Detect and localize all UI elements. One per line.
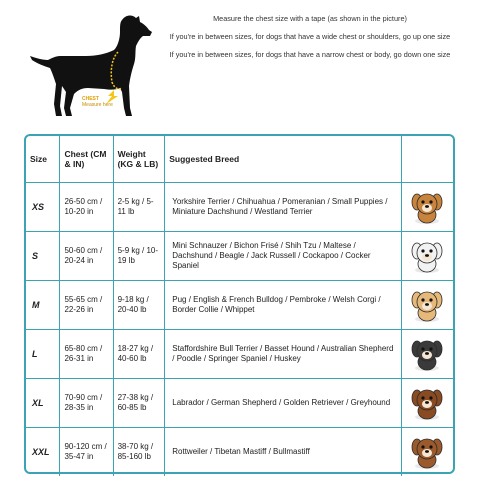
breed-cell: Staffordshire Bull Terrier / Basset Hound / Australian Shepherd / Poodle / Springer Spaniel / Huskey [165,330,402,379]
maltese-icon [402,236,453,276]
instruction-2: If you're in between sizes, for dogs that have a wide chest or shoulders, go up one size [169,32,451,41]
pug-icon [402,285,453,325]
size-chart-table [24,134,455,474]
yorkie-icon [402,187,453,227]
table-row [26,281,453,330]
size-cell: XL [26,379,60,428]
chest-sublabel: Measure here [82,102,113,108]
size-cell: S [26,232,60,281]
breed-cell: Yorkshire Terrier / Chihuahua / Pomeranian / Small Puppies / Miniature Dachshund / Westland Terrier [165,183,402,232]
instruction-1: Measure the chest size with a tape (as shown in the picture) [213,14,407,23]
dog-image-cell [402,183,453,232]
table-row [26,183,453,232]
table-header-row [26,136,453,183]
chest-cell: 90-120 cm / 35-47 in [60,428,113,476]
breed-cell: Labrador / German Shepherd / Golden Retriever / Greyhound [165,379,402,428]
breed-cell: Pug / English & French Bulldog / Pembroke / Welsh Corgi / Border Collie / Whippet [165,281,402,330]
chest-cell: 26-50 cm / 10-20 in [60,183,113,232]
table-row [26,232,453,281]
breed-cell: Mini Schnauzer / Bichon Frisé / Shih Tzu / Maltese / Dachshund / Beagle / Jack Russell / Cockapoo / Cocker Spaniel [165,232,402,281]
weight-cell: 38-70 kg / 85-160 lb [114,428,166,476]
size-cell: XS [26,183,60,232]
size-cell: L [26,330,60,379]
instruction-3: If you're in between sizes, for dogs that have a narrow chest or body, go down one size [169,50,451,59]
dog-silhouette-illustration [26,12,156,127]
weight-cell: 2-5 kg / 5-11 lb [114,183,166,232]
saint-bernard-icon [402,432,453,472]
chest-measure-label [82,96,122,108]
chest-cell: 70-90 cm / 28-35 in [60,379,113,428]
table-row [26,379,453,428]
chest-cell: 55-65 cm / 22-26 in [60,281,113,330]
weight-cell: 5-9 kg / 10-19 lb [114,232,166,281]
size-cell: XXL [26,428,60,476]
table-row [26,428,453,476]
header-weight: Weight (KG & LB) [114,136,166,183]
size-cell: M [26,281,60,330]
dog-image-cell [402,232,453,281]
dog-silhouette-icon [26,12,156,127]
dog-image-cell [402,428,453,476]
header-chest: Chest (CM & IN) [60,136,113,183]
husky-icon [402,334,453,374]
header-size: Size [26,136,60,183]
table-row [26,330,453,379]
header-breed: Suggested Breed [165,136,402,183]
header-image [402,136,453,183]
chest-cell: 50-60 cm / 20-24 in [60,232,113,281]
weight-cell: 9-18 kg / 20-40 lb [114,281,166,330]
sizing-instructions [160,14,460,68]
dog-image-cell [402,281,453,330]
labrador-icon [402,383,453,423]
chest-cell: 65-80 cm / 26-31 in [60,330,113,379]
dog-image-cell [402,379,453,428]
breed-cell: Rottweiler / Tibetan Mastiff / Bullmastiff [165,428,402,476]
chest-label: CHEST [82,96,99,102]
dog-image-cell [402,330,453,379]
weight-cell: 27-38 kg / 60-85 lb [114,379,166,428]
weight-cell: 18-27 kg / 40-60 lb [114,330,166,379]
